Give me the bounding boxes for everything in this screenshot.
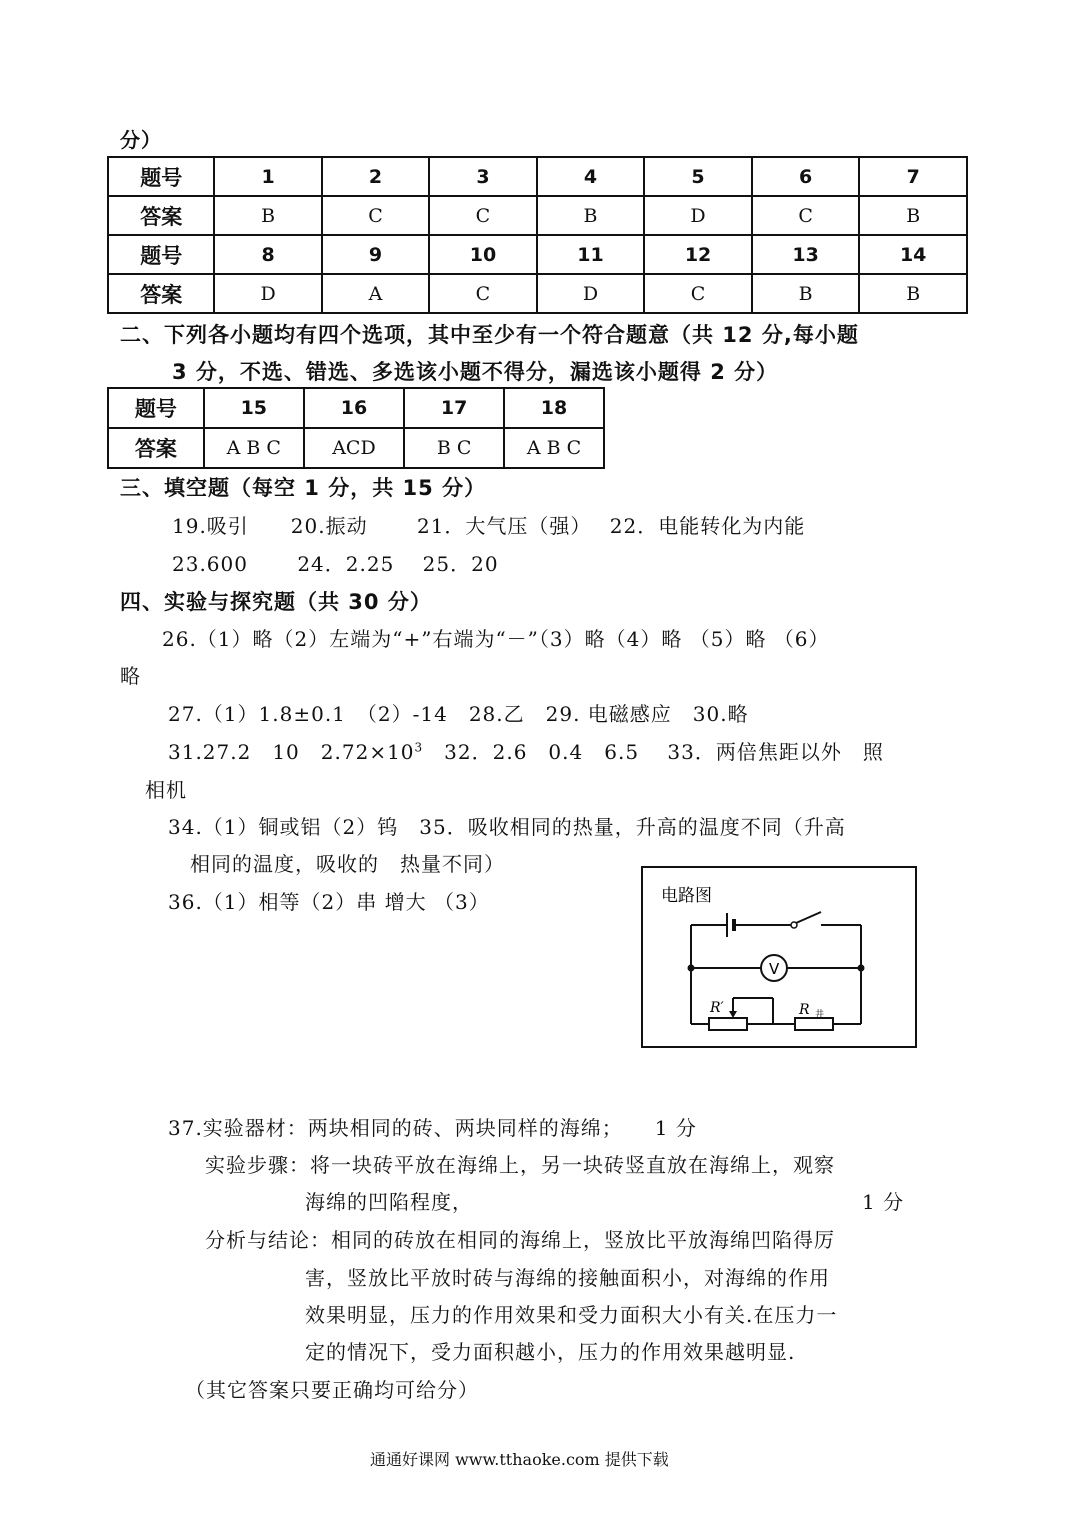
q37-steps: 实验步骤：将一块砖平放在海绵上，另一块砖竖直放在海绵上，观察 — [205, 1153, 835, 1177]
q33-line-2: 相机 — [145, 778, 187, 802]
q37-conclusion-4: 定的情况下，受力面积越小，压力的作用效果越明显. — [305, 1340, 796, 1364]
answer-cell: D — [644, 196, 752, 235]
section-3-heading: 三、填空题（每空 1 分，共 15 分） — [120, 476, 487, 500]
rheostat — [709, 1018, 747, 1030]
q26-line-2: 略 — [120, 664, 141, 688]
footer-source: 通通好课网 www.tthaoke.com 提供下载 — [370, 1450, 669, 1469]
table-row — [108, 235, 967, 274]
rheostat-label: R′ — [710, 1000, 724, 1016]
row-header-answer: 答案 — [108, 196, 214, 235]
answer-cell: C — [322, 196, 429, 235]
section-2-heading: 二、下列各小题均有四个选项，其中至少有一个符合题意（共 12 分,每小题 — [120, 323, 859, 347]
answer-cell: ACD — [304, 428, 404, 468]
answer-cell: A B C — [504, 428, 604, 468]
continued-text: 分） — [120, 128, 162, 152]
voltmeter-label: V — [769, 960, 780, 978]
question-number-cell: 7 — [859, 157, 967, 196]
question-number-cell: 14 — [859, 235, 967, 274]
answer-cell: A — [322, 274, 429, 313]
answer-cell: B — [537, 196, 645, 235]
slider-arrow — [729, 1011, 737, 1018]
q36-line: 36.（1）相等（2）串 增大 （3） — [168, 890, 490, 914]
question-number-cell: 8 — [214, 235, 321, 274]
answer-cell: B C — [404, 428, 504, 468]
row-header-question: 题号 — [108, 235, 214, 274]
question-number-cell: 18 — [504, 388, 604, 428]
question-number-cell: 15 — [204, 388, 304, 428]
row-header-answer: 答案 — [108, 428, 204, 468]
answer-cell: C — [429, 274, 537, 313]
q37-equipment: 37.实验器材：两块相同的砖、两块同样的海绵； 1 分 — [168, 1116, 697, 1140]
question-number-cell: 17 — [404, 388, 504, 428]
question-number-cell: 3 — [429, 157, 537, 196]
switch-blade — [796, 912, 821, 923]
q31-text: 31.27.2 10 2.72×10 — [168, 740, 415, 764]
q37-steps-cont: 海绵的凹陷程度， — [305, 1190, 473, 1214]
question-number-cell: 11 — [537, 235, 645, 274]
q37-conclusion: 分析与结论：相同的砖放在相同的海绵上，竖放比平放海绵凹陷得厉 — [205, 1228, 835, 1252]
circuit-drawing — [643, 868, 915, 1046]
q31-line — [168, 736, 884, 765]
question-number-cell: 2 — [322, 157, 429, 196]
answer-cell: C — [752, 196, 860, 235]
table-row — [108, 157, 967, 196]
table-row — [108, 428, 604, 468]
answer-cell: B — [859, 196, 967, 235]
question-number-cell: 12 — [644, 235, 752, 274]
answer-cell: B — [859, 274, 967, 313]
answer-cell: C — [644, 274, 752, 313]
circuit-diagram — [641, 866, 917, 1048]
question-number-cell: 10 — [429, 235, 537, 274]
question-number-cell: 9 — [322, 235, 429, 274]
table-row — [108, 274, 967, 313]
grading-note: （其它答案只要正确均可给分） — [185, 1378, 479, 1402]
answer-cell: D — [214, 274, 321, 313]
section-3-line-1: 19.吸引 20.振动 21．大气压（强） 22．电能转化为内能 — [172, 514, 806, 538]
answer-table-2 — [107, 387, 605, 469]
answer-cell: B — [752, 274, 860, 313]
resistor-subscript: 井 — [815, 1010, 825, 1020]
q37-conclusion-3: 效果明显，压力的作用效果和受力面积大小有关.在压力一 — [305, 1303, 838, 1327]
resistor — [795, 1018, 833, 1030]
question-number-cell: 6 — [752, 157, 860, 196]
table-row — [108, 196, 967, 235]
q34-line-1: 34.（1）铜或铝（2）钨 35．吸收相同的热量，升高的温度不同（升高 — [168, 815, 846, 839]
answer-cell: D — [537, 274, 645, 313]
row-header-question: 题号 — [108, 157, 214, 196]
answer-table-1 — [107, 156, 968, 314]
answer-cell: B — [214, 196, 321, 235]
answer-cell: A B C — [204, 428, 304, 468]
q27-line: 27.（1）1.8±0.1 （2）-14 28.乙 29. 电磁感应 30.略 — [168, 702, 749, 726]
circuit-title: 电路图 — [661, 886, 712, 906]
section-3-line-2: 23.600 24．2.25 25．20 — [172, 552, 499, 576]
question-number-cell: 4 — [537, 157, 645, 196]
resistor-label: R — [799, 1002, 810, 1018]
section-4-heading: 四、实验与探究题（共 30 分） — [120, 590, 432, 614]
question-number-cell: 5 — [644, 157, 752, 196]
q37-steps-score: 1 分 — [862, 1190, 905, 1214]
answer-cell: C — [429, 196, 537, 235]
row-header-question: 题号 — [108, 388, 204, 428]
question-number-cell: 1 — [214, 157, 321, 196]
q26-line-1: 26.（1）略（2）左端为“+”右端为“－”（3）略（4）略 （5）略 （6） — [162, 627, 830, 651]
question-number-cell: 13 — [752, 235, 860, 274]
section-2-heading-cont: 3 分，不选、错选、多选该小题不得分，漏选该小题得 2 分） — [172, 360, 779, 384]
table-row — [108, 388, 604, 428]
row-header-answer: 答案 — [108, 274, 214, 313]
q31-exponent: 3 — [414, 740, 424, 755]
q37-conclusion-2: 害，竖放比平放时砖与海绵的接触面积小，对海绵的作用 — [305, 1266, 830, 1290]
q32-q33-text: 32．2.6 0.4 6.5 33．两倍焦距以外 照 — [423, 740, 884, 764]
q34-line-2: 相同的温度，吸收的 热量不同） — [190, 852, 505, 876]
question-number-cell: 16 — [304, 388, 404, 428]
